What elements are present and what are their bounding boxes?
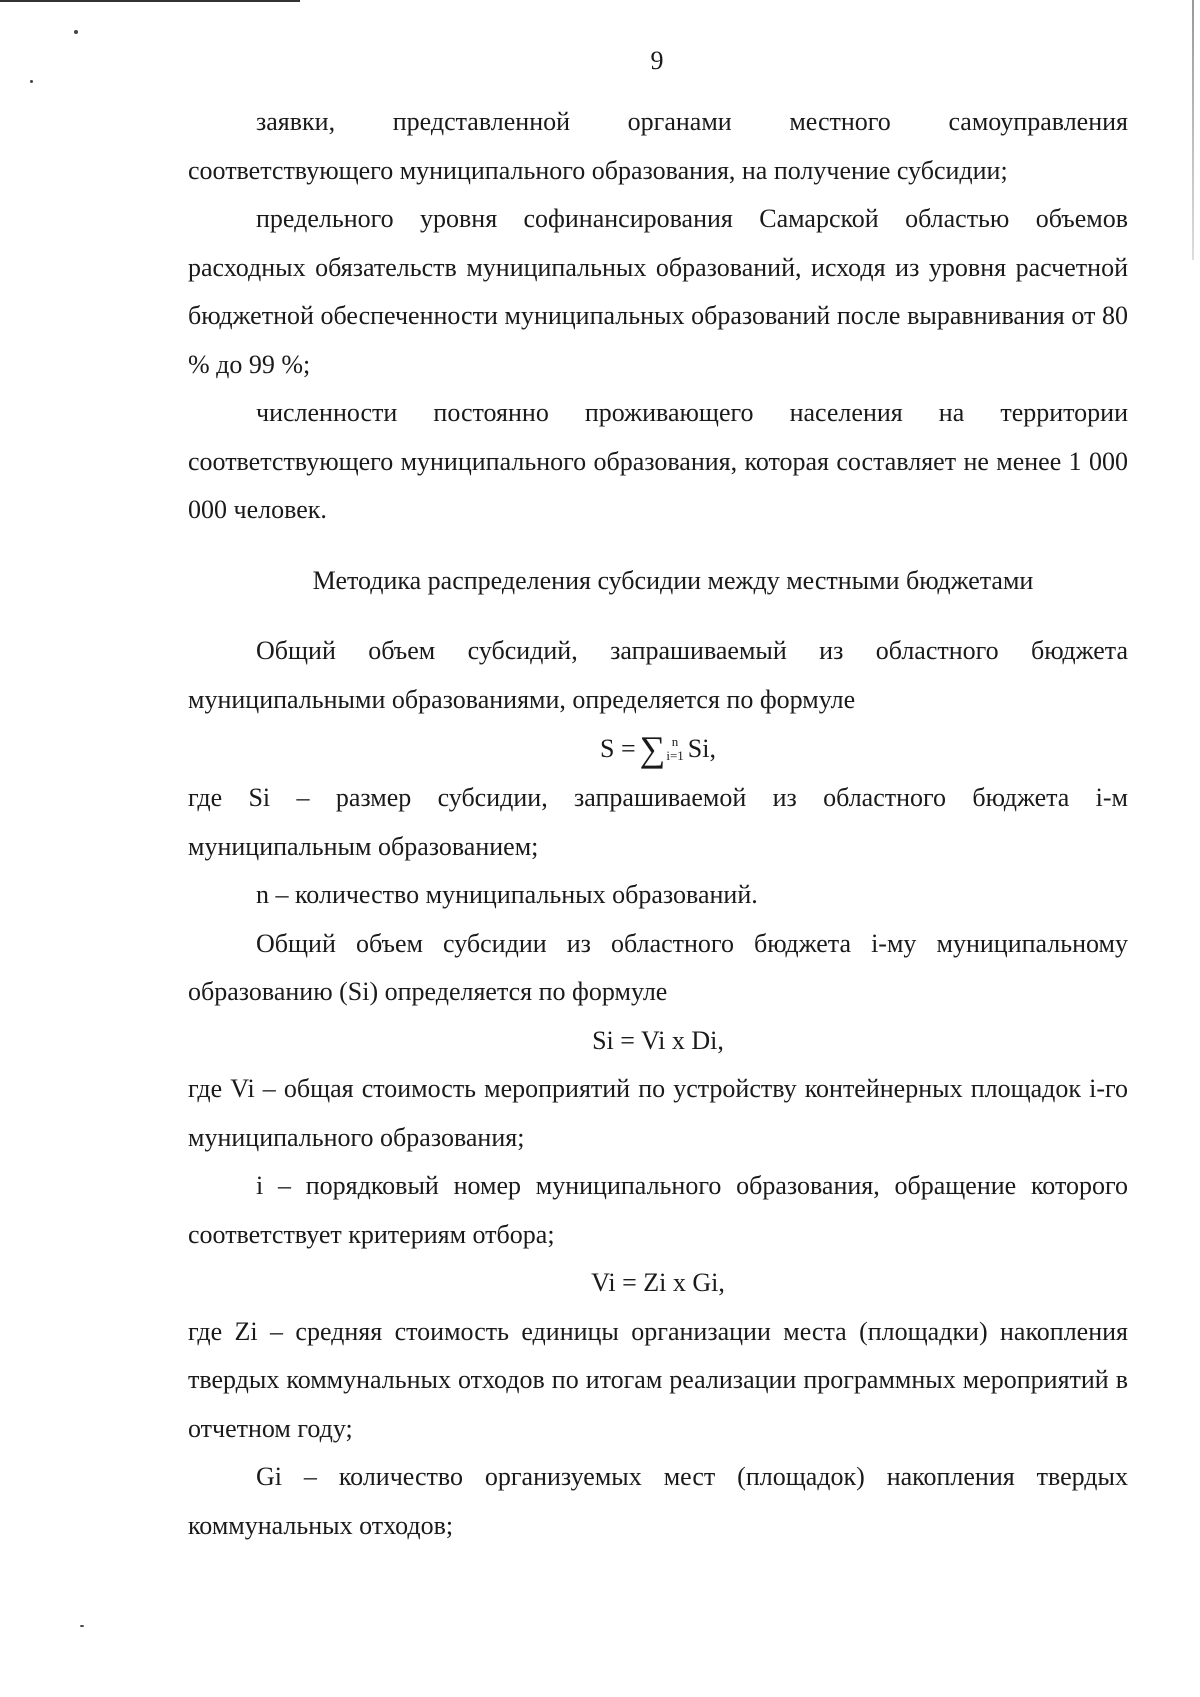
sigma-symbol: ∑ [639,729,666,769]
scan-speck [30,80,33,83]
sigma-limits [666,735,683,763]
scan-edge-right [1192,0,1194,260]
paragraph-subsidy-per-municipality: Общий объем субсидии из областного бюджета i-му муниципальному образованию (Si) определяется по формуле [188,928,1128,1006]
sigma-lower-limit: i=1 [666,748,684,763]
page-number: 9 [650,46,664,75]
scan-speck [80,1625,84,1627]
formula-sigma [640,731,684,767]
paragraph-zi-definition: где Zi – средняя стоимость единицы организации места (площадки) накопления твердых коммунальных отходов по итогам реализации программных мероприятий в отчетном году; [188,1316,1128,1443]
paragraph-i-definition: i – порядковый номер муниципального образования, обращение которого соответствует критериям отбора; [188,1171,1128,1249]
paragraph-application-line-1: заявки, представленной органами местного самоуправления [256,107,1128,136]
formula-sum-left: S = [600,733,636,763]
paragraph-cofinancing-level: предельного уровня софинансирования Самарской областью объемов расходных обязательств муниципальных образований, исходя из уровня расчетной бюджетной обеспеченности муниципальных образований после выравнивания от 80 % до 99 %; [188,204,1128,379]
formula-sum-right: Si, [687,733,716,763]
formula-sum [188,724,1128,774]
paragraph-n-definition: n – количество муниципальных образований. [256,880,758,909]
scan-edge-top [0,0,300,2]
formula-si: Si = Vi x Di, [592,1025,724,1055]
paragraph-population: численности постоянно проживающего населения на территории соответствующего муниципального образования, которая составляет не менее 1 000 000 человек. [188,398,1128,524]
paragraph-si-definition: где Si – размер субсидии, запрашиваемой из областного бюджета i-м муниципальным образованием; [188,783,1128,861]
section-heading: Методика распределения субсидии между местными бюджетами [312,565,1034,595]
paragraph-application-line-2: соответствующего муниципального образования, на получение субсидии; [188,155,1008,185]
scan-speck [74,30,78,34]
paragraph-vi-definition: где Vi – общая стоимость мероприятий по устройству контейнерных площадок i-го муниципального образования; [188,1074,1128,1152]
formula-vi: Vi = Zi x Gi, [591,1268,725,1297]
paragraph-gi-definition: Gi – количество организуемых мест (площадок) накопления твердых коммунальных отходов; [188,1462,1128,1540]
paragraph-total-subsidies: Общий объем субсидий, запрашиваемый из областного бюджета муниципальными образованиями, определяется по формуле [188,636,1128,714]
sigma-upper-limit: n [671,734,679,749]
document-body [188,98,1128,1550]
